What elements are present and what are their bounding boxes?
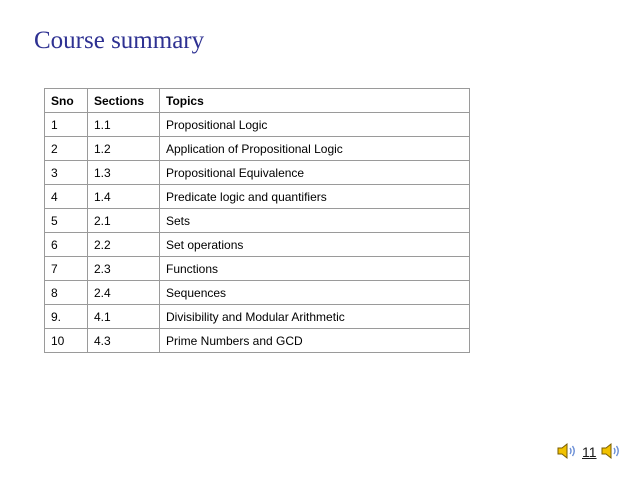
cell-section: 4.3 <box>88 329 160 353</box>
cell-section: 2.1 <box>88 209 160 233</box>
cell-topic: Sets <box>160 209 470 233</box>
speaker-icon[interactable] <box>600 441 622 461</box>
cell-topic: Application of Propositional Logic <box>160 137 470 161</box>
cell-topic: Predicate logic and quantifiers <box>160 185 470 209</box>
cell-sno: 8 <box>45 281 88 305</box>
cell-section: 1.3 <box>88 161 160 185</box>
slide-footer <box>556 437 626 467</box>
cell-sno: 5 <box>45 209 88 233</box>
table-row <box>45 161 470 185</box>
cell-section: 1.1 <box>88 113 160 137</box>
speaker-icon[interactable] <box>556 441 578 461</box>
cell-sno: 1 <box>45 113 88 137</box>
cell-section: 2.2 <box>88 233 160 257</box>
page-number: 11 <box>582 444 597 460</box>
table-row <box>45 281 470 305</box>
table-row <box>45 305 470 329</box>
cell-section: 2.3 <box>88 257 160 281</box>
cell-sno: 4 <box>45 185 88 209</box>
cell-topic: Propositional Equivalence <box>160 161 470 185</box>
table-row <box>45 137 470 161</box>
cell-topic: Propositional Logic <box>160 113 470 137</box>
table-row <box>45 329 470 353</box>
cell-section: 2.4 <box>88 281 160 305</box>
header-topics: Topics <box>160 89 470 113</box>
cell-topic: Prime Numbers and GCD <box>160 329 470 353</box>
course-summary-table <box>44 88 470 353</box>
slide-title: Course summary <box>34 27 205 54</box>
table-header-row <box>45 89 470 113</box>
cell-topic: Divisibility and Modular Arithmetic <box>160 305 470 329</box>
cell-sno: 3 <box>45 161 88 185</box>
cell-sno: 2 <box>45 137 88 161</box>
cell-topic: Sequences <box>160 281 470 305</box>
table-row <box>45 257 470 281</box>
table-row <box>45 185 470 209</box>
cell-section: 1.2 <box>88 137 160 161</box>
header-sections: Sections <box>88 89 160 113</box>
table-row <box>45 113 470 137</box>
cell-sno: 10 <box>45 329 88 353</box>
header-sno: Sno <box>45 89 88 113</box>
cell-topic: Set operations <box>160 233 470 257</box>
cell-sno: 6 <box>45 233 88 257</box>
cell-sno: 7 <box>45 257 88 281</box>
cell-section: 1.4 <box>88 185 160 209</box>
cell-sno: 9. <box>45 305 88 329</box>
cell-section: 4.1 <box>88 305 160 329</box>
cell-topic: Functions <box>160 257 470 281</box>
table-row <box>45 209 470 233</box>
table-row <box>45 233 470 257</box>
